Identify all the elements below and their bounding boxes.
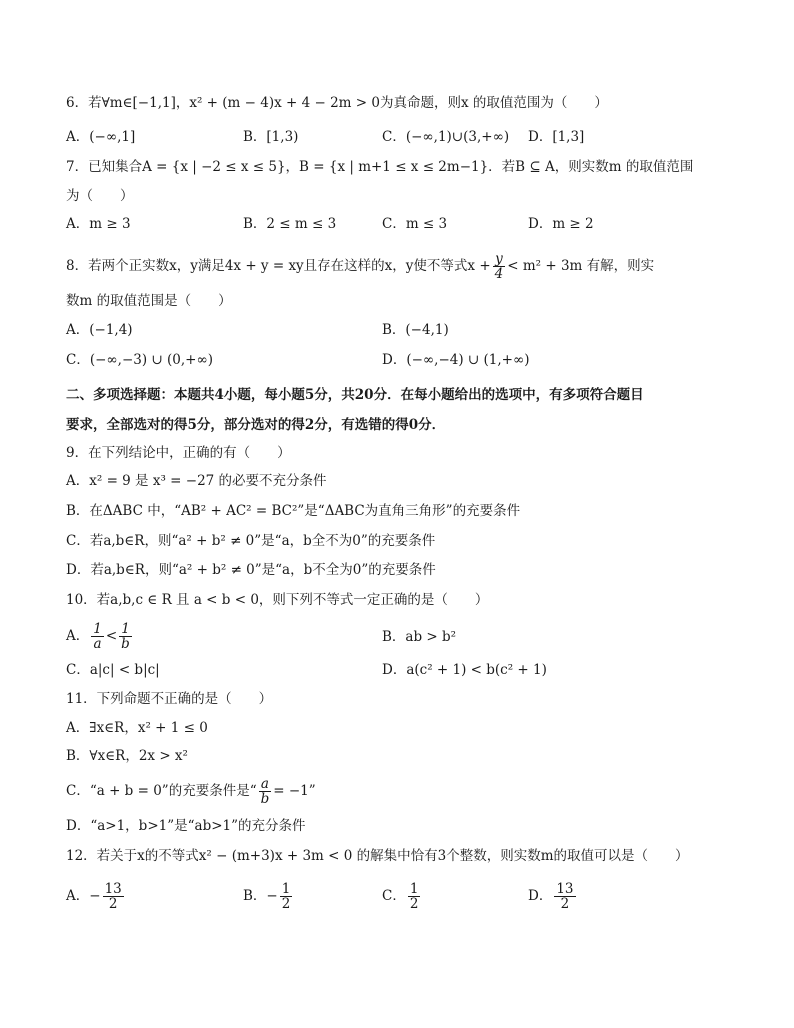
section2-heading-line2: 要求，全部选对的得5分，部分选对的得2分，有选错的得0分．: [66, 417, 446, 433]
q6-option-c: C．(−∞,1)∪(3,+∞): [382, 129, 510, 145]
q11-option-c: [66, 776, 734, 806]
q7-option-a: A．m ≥ 3: [66, 216, 131, 232]
section2-heading-line1: 二、多项选择题：本题共4小题，每小题5分，共20分．在每小题给出的选项中，有多项符合题目: [66, 387, 644, 403]
q12-b-denominator: 2: [281, 896, 291, 912]
q8-fraction-numerator: y: [493, 252, 506, 267]
q10-frac2-numerator: 1: [119, 622, 132, 637]
q10-option-c: C．a|c| < b|c|: [66, 662, 160, 678]
q12-option-a-sign: −: [89, 888, 101, 904]
q8-stem-part-a: 8．若两个正实数x，y满足4x + y = xy且存在这样的x，y使不等式x +: [66, 258, 491, 274]
q10-stem: 10．若a,b,c ∈ R 且 a < b < 0，则下列不等式一定正确的是（ ）: [66, 592, 489, 608]
q10-option-d: D．a(c² + 1) < b(c² + 1): [382, 662, 547, 678]
q11-option-d: D．“a>1，b>1”是“ab>1”的充分条件: [66, 818, 306, 834]
q12-option-d-prefix: D．: [528, 888, 553, 904]
q12-d-denominator: 2: [560, 896, 570, 912]
q8-option-b: B．(−4,1): [382, 322, 449, 338]
q11-option-a: A．∃x∈R，x² + 1 ≤ 0: [66, 720, 208, 736]
q11-frac-numerator: a: [259, 777, 272, 792]
q8-fraction-y-over-4: [493, 252, 506, 281]
q9-option-d: D．若a,b∈R，则“a² + b² ≠ 0”是“a，b不全为0”的充要条件: [66, 562, 436, 578]
q12-a-denominator: 2: [108, 896, 118, 912]
q10-frac1-numerator: 1: [93, 621, 102, 637]
q8-fraction-denominator: 4: [494, 266, 504, 282]
q10-option-a: [66, 622, 134, 651]
q10-option-a-prefix: A．: [66, 628, 90, 644]
q10-option-b: B．ab > b²: [382, 629, 457, 645]
q8-stem-line2: 数m 的取值范围是（ ）: [66, 293, 232, 309]
q9-option-a: A．x² = 9 是 x³ = −27 的必要不充分条件: [66, 473, 327, 489]
q6-option-a: A．(−∞,1]: [66, 129, 136, 145]
q12-option-c: [382, 880, 422, 912]
q11-option-b: B．∀x∈R，2x > x²: [66, 748, 188, 764]
q12-option-b: [243, 880, 294, 912]
q12-option-d-fraction: [554, 882, 575, 911]
q12-option-b-fraction: [280, 882, 293, 911]
q7-stem-line2: 为（ ）: [66, 188, 134, 204]
q8-option-c: C．(−∞,−3) ∪ (0,+∞): [66, 352, 213, 368]
q12-option-c-fraction: [408, 882, 421, 911]
q8-option-a: A．(−1,4): [66, 322, 133, 338]
q6-option-b: B．[1,3): [243, 129, 299, 145]
q12-c-numerator: 1: [409, 881, 419, 897]
q9-option-c: C．若a,b∈R，则“a² + b² ≠ 0”是“a，b全不为0”的充要条件: [66, 533, 436, 549]
q12-option-d: [528, 880, 578, 912]
q11-frac-denominator: b: [260, 791, 270, 807]
q7-stem-line1: 7．已知集合A = {x | −2 ≤ x ≤ 5}，B = {x | m+1 ≤ x ≤ 2m−1}．若B ⊆ A，则实数m 的取值范围: [66, 159, 694, 175]
q12-c-denominator: 2: [409, 896, 419, 912]
q12-option-b-sign: −: [266, 888, 278, 904]
q9-option-b: B．在ΔABC 中，“AB² + AC² = BC²”是“ΔABC为直角三角形”的充要条件: [66, 503, 521, 519]
q7-option-c: C．m ≤ 3: [382, 216, 448, 232]
q12-stem: 12．若关于x的不等式x² − (m+3)x + 3m < 0 的解集中恰有3个整数，则实数m的取值可以是（ ）: [66, 848, 689, 864]
q7-option-b: B．2 ≤ m ≤ 3: [243, 216, 337, 232]
q6-stem: 6．若∀m∈[−1,1]，x² + (m − 4)x + 4 − 2m > 0为真命题，则x 的取值范围为（ ）: [66, 95, 608, 111]
q10-option-a-frac1: [91, 622, 104, 651]
q12-option-a-prefix: A．: [66, 888, 90, 904]
q10-option-a-frac2: [119, 622, 132, 651]
q10-frac2-denominator: b: [121, 636, 130, 652]
q10-option-a-lt: <: [105, 628, 118, 644]
q8-option-d: D．(−∞,−4) ∪ (1,+∞): [382, 352, 530, 368]
q12-option-a: [66, 880, 126, 912]
q10-frac1-denominator: a: [93, 636, 102, 652]
q12-option-c-prefix: C．: [382, 888, 406, 904]
q12-d-numerator: 13: [556, 881, 574, 897]
q9-stem: 9．在下列结论中，正确的有（ ）: [66, 445, 291, 461]
q11-option-c-suffix: = −1”: [273, 783, 316, 799]
q11-option-c-prefix: C．“a + b = 0”的充要条件是“: [66, 783, 257, 799]
q12-option-b-prefix: B．: [243, 888, 267, 904]
q6-option-d: D．[1,3]: [528, 129, 585, 145]
q11-option-c-fraction: [259, 777, 272, 806]
q11-stem: 11．下列命题不正确的是（ ）: [66, 691, 273, 707]
q12-a-numerator: 13: [104, 881, 122, 897]
q12-b-numerator: 1: [281, 881, 291, 897]
q7-option-d: D．m ≥ 2: [528, 216, 594, 232]
q8-stem-line1: [66, 252, 734, 281]
q12-option-a-fraction: [103, 882, 124, 911]
q8-stem-part-b: < m² + 3m 有解，则实: [507, 258, 655, 274]
